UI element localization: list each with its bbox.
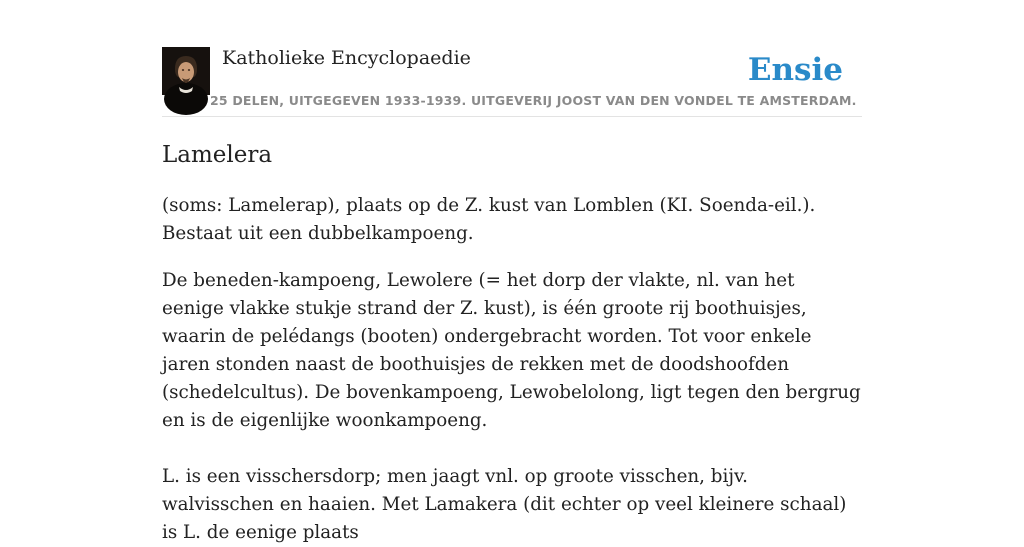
article: [162, 140, 862, 547]
source-subtitle: 25 DELEN, UITGEGEVEN 1933-1939. UITGEVERIJ JOOST VAN DEN VONDEL TE AMSTERDAM.: [210, 93, 857, 108]
source-avatar-icon[interactable]: [162, 47, 210, 95]
source-header: [162, 46, 862, 117]
brand-logo[interactable]: Ensie: [747, 52, 843, 88]
article-paragraph: De beneden-kampoeng, Lewolere (= het dorp der vlakte, nl. van het eenige vlakke stukje strand der Z. kust), is één groote rij boothuisjes, waarin de pelédangs (booten) ondergebracht worden. Tot voor enkele jaren stonden naast de boothuisjes de rekken met de doodshoofden (schedelcultus). De bovenkampoeng, Lewobelolong, ligt tegen den bergrug en is de eigenlijke woonkampoeng.: [162, 270, 861, 431]
article-paragraph: (soms: Lamelerap), plaats op de Z. kust van Lomblen (KI. Soenda-eil.). Bestaat uit een dubbelkampoeng.: [162, 195, 816, 244]
source-title[interactable]: Katholieke Encyclopaedie: [222, 47, 471, 69]
article-paragraph: L. is een visschersdorp; men jaagt vnl. op groote visschen, bijv. walvisschen en haaien. Met Lamakera (dit echter op veel kleinere schaal) is L. de eenige plaats: [162, 466, 847, 543]
article-title: Lamelera: [162, 142, 273, 168]
